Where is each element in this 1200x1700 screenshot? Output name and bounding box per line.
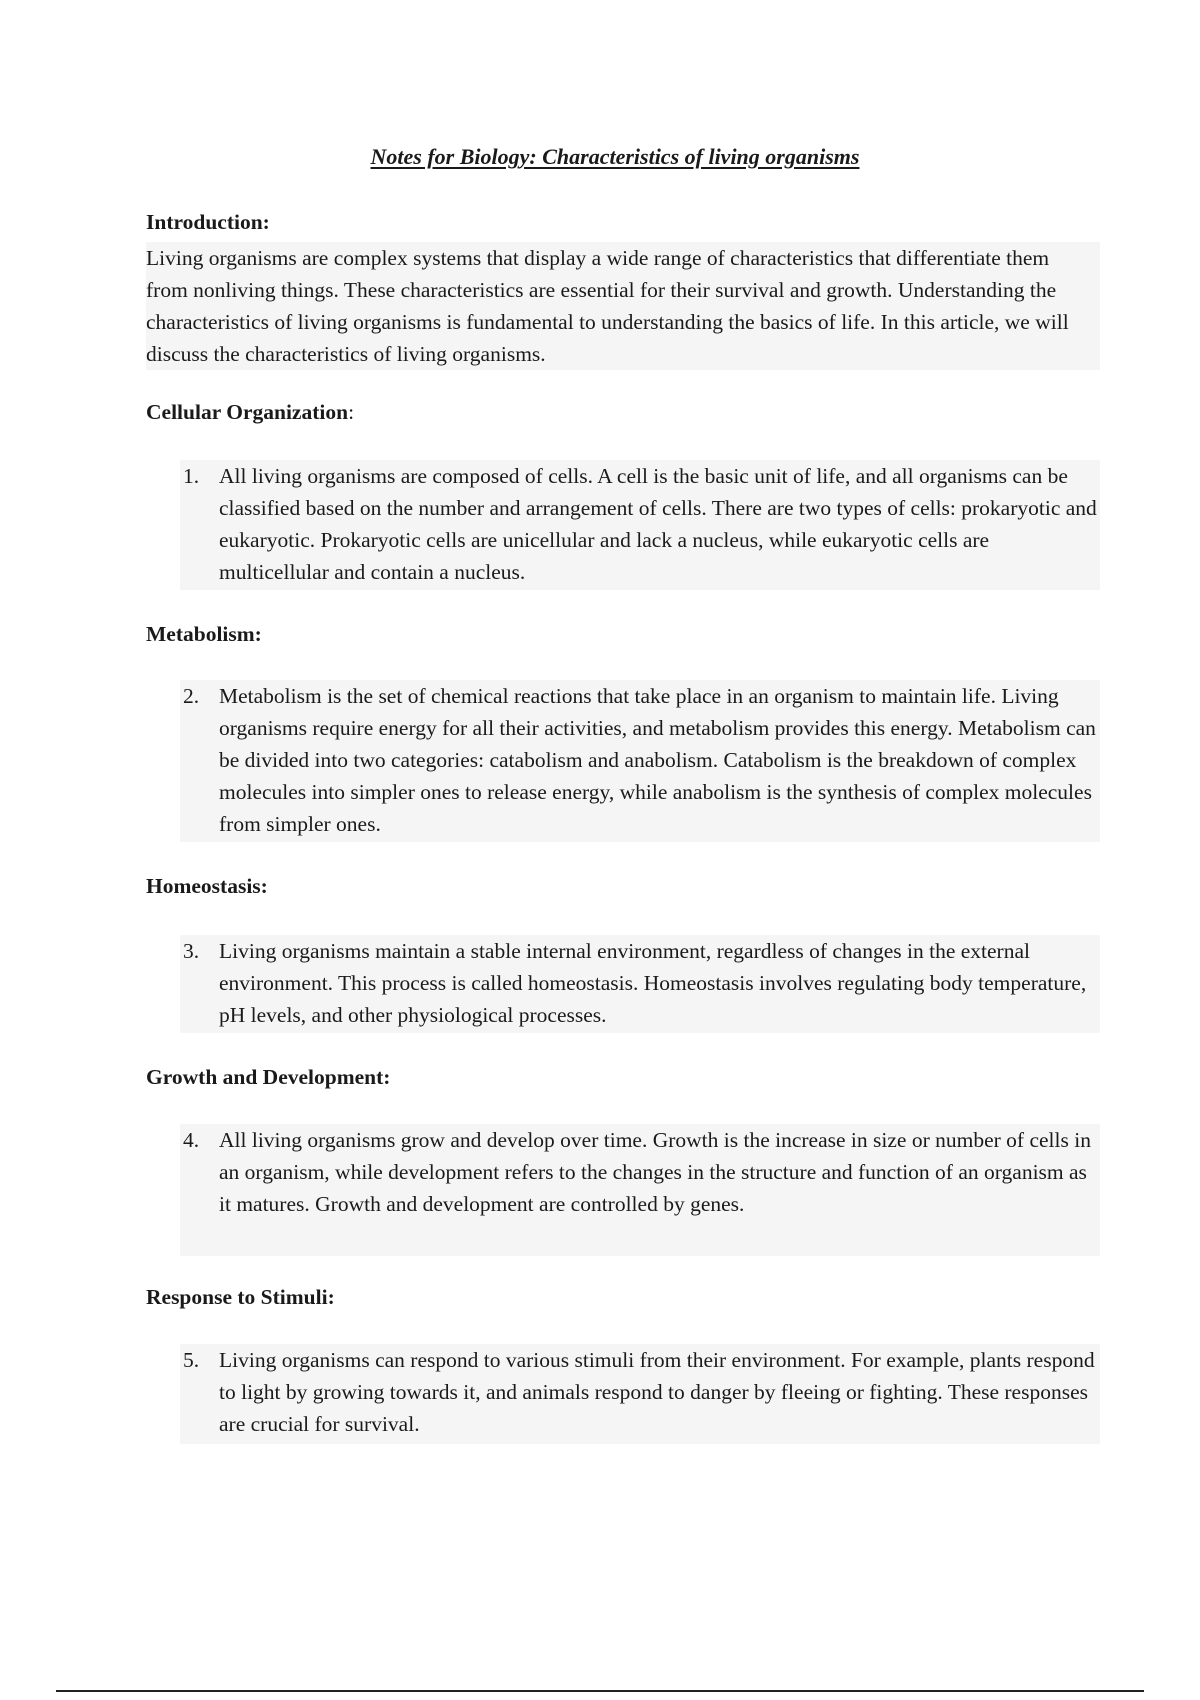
list-item-number: 1. <box>183 464 200 488</box>
cellular-organization-heading-text: Cellular Organization <box>146 400 349 424</box>
list-item <box>183 680 1096 842</box>
cellular-organization-heading-suffix: : <box>348 400 355 424</box>
list-item-number: 3. <box>183 939 200 963</box>
growth-development-heading: Growth and Development: <box>146 1065 391 1089</box>
page-title: Notes for Biology: Characteristics of living organisms <box>370 144 860 169</box>
list-item-number: 5. <box>183 1348 200 1372</box>
list-item <box>183 935 1093 1033</box>
footer-divider <box>56 1690 1144 1692</box>
introduction-heading: Introduction: <box>146 210 270 234</box>
list-item-text: All living organisms are composed of cells. A cell is the basic unit of life, and all organisms can be classified based on the number and arrangement of cells. There are two types of cells: prokaryotic and eukaryotic. Prokaryotic cells are unicellular and lack a nucleus, while eukaryotic cells are multicellular and contain a nucleus. <box>219 464 1097 584</box>
cellular-organization-heading <box>146 398 354 426</box>
list-item-text: All living organisms grow and develop over time. Growth is the increase in size or number of cells in an organism, while development refers to the changes in the structure and function of an organism as it matures. Growth and development are controlled by genes. <box>219 1128 1091 1216</box>
metabolism-heading: Metabolism: <box>146 622 262 646</box>
list-item-text: Living organisms maintain a stable internal environment, regardless of changes in the external environment. This process is called homeostasis. Homeostasis involves regulating body temperature, pH levels, and other physiological processes. <box>219 939 1087 1027</box>
homeostasis-heading: Homeostasis: <box>146 874 268 898</box>
list-item-number: 4. <box>183 1128 200 1152</box>
introduction-paragraph: Living organisms are complex systems that display a wide range of characteristics that differentiate them from nonliving things. These characteristics are essential for their survival and growth. Understanding the characteristics of living organisms is fundamental to understanding the basics of life. In this article, we will discuss the characteristics of living organisms. <box>146 246 1069 366</box>
list-item <box>183 1124 1093 1256</box>
list-item <box>183 460 1097 590</box>
list-item-text: Metabolism is the set of chemical reactions that take place in an organism to maintain life. Living organisms require energy for all their activities, and metabolism provides this energy. Metabolism can be divided into two categories: catabolism and anabolism. Catabolism is the breakdown of complex molecules into simpler ones to release energy, while anabolism is the synthesis of complex molecules from simpler ones. <box>219 684 1096 836</box>
list-item-number: 2. <box>183 684 200 708</box>
response-stimuli-heading: Response to Stimuli: <box>146 1285 335 1309</box>
list-item <box>183 1344 1093 1444</box>
list-item-text: Living organisms can respond to various stimuli from their environment. For example, plants respond to light by growing towards it, and animals respond to danger by fleeing or fighting. These responses are crucial for survival. <box>219 1348 1095 1436</box>
